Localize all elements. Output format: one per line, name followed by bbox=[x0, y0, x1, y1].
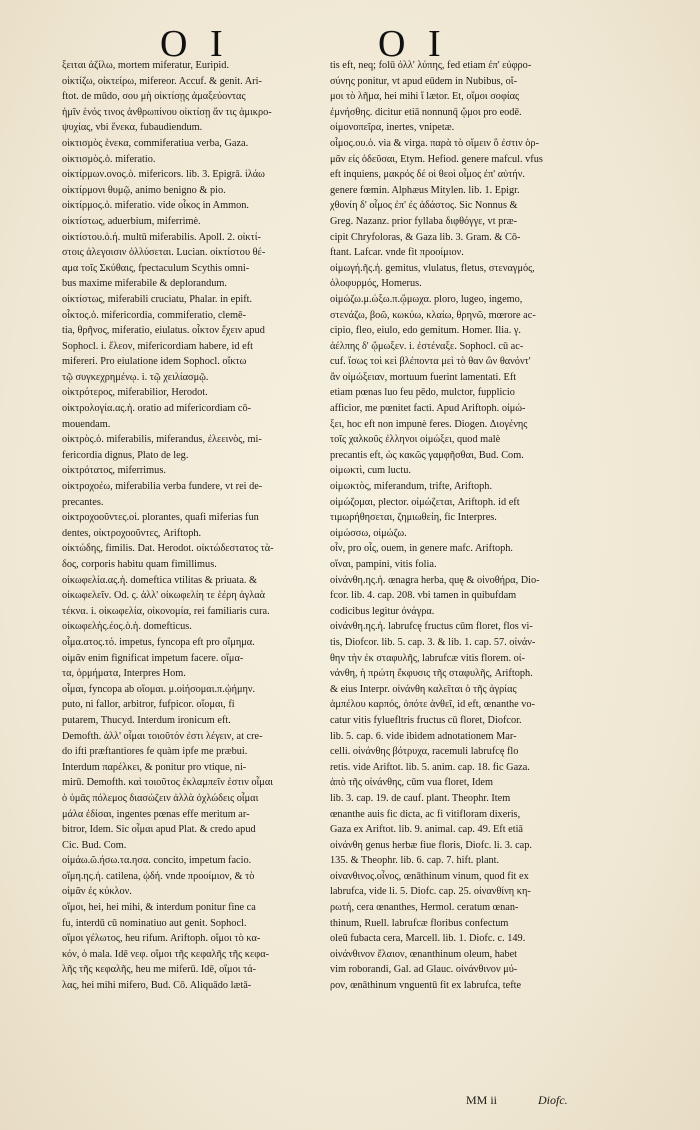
text-line: οἰμᾶν ἐς κύκλον. bbox=[62, 886, 132, 898]
text-line: οἰκτίρμων.ονος.ὁ. mifericors. lib. 3. Epigrā. ἱλάω bbox=[62, 169, 265, 181]
text-line: mouendam. bbox=[62, 418, 111, 430]
text-line: τα, ὁρμήματα, Interpres Hom. bbox=[62, 668, 186, 680]
text-line: οἰνάνθινον ἔλαιον, œnanthinum oleum, habet bbox=[330, 948, 518, 960]
text-line: ftot. de mūdo, σου μὴ οἰκτίσῃς ἀμαξεύοντας bbox=[62, 91, 246, 103]
text-line: retis. vide Ariftot. lib. 5. anim. cap. 18. fic Gaza. bbox=[330, 761, 530, 773]
text-line: οἰκτίστως, aduerbium, miferrimè. bbox=[62, 215, 201, 227]
text-line: χθονίη δ' οἶμος ἐπ' ἐς ἀδάστος. Sic Nonnus & bbox=[330, 200, 518, 212]
text-line: οἶμος.ου.ὁ. via & virga. παρὰ τὸ οἴμειν ὃ ἐστιν ὁρ- bbox=[330, 137, 539, 149]
text-line: bitror, Idem. Sic οἶμαι apud Plat. & credo apud bbox=[62, 824, 256, 836]
text-line: οἰκτισμὸς ἑνεκα, commiferatiua verba, Gaza. bbox=[62, 137, 249, 149]
text-line: ἀπὸ τῆς οἰνάνθης, cūm vua floret, Idem bbox=[330, 777, 494, 789]
text-line: œnanthe auis fic dicta, ac fi vitifloram dixeris, bbox=[330, 808, 521, 820]
text-line: οἶκτος.ὁ. mifericordia, commiferatio, clemē- bbox=[62, 309, 247, 321]
text-line: μάλα ἐδίσαι, ingentes pœnas effe meritum ar- bbox=[62, 808, 250, 820]
text-line: οἰμονοπεῖρα, inertes, vnipetæ. bbox=[330, 122, 455, 134]
left-column bbox=[62, 58, 310, 994]
text-line: ἀμπέλου καρπός, ὁπότε ἀνθεῖ, id eft, œnanthe vo- bbox=[330, 699, 535, 711]
text-line: οἰκτρότατος, miferrimus. bbox=[62, 465, 166, 477]
text-line: οἰνάνθη genus herbæ fiue floris, Diofc. li. 3. cap. bbox=[330, 839, 532, 851]
text-line: μᾶν εἰς ὁδεῦσαι, Etym. Hefiod. genere mafcul. vfus bbox=[330, 153, 543, 165]
text-line: οἰνάνθη.ης.ἡ. œnagra herba, quę & οἰνοθήρα, Dio- bbox=[330, 574, 540, 586]
text-line: οἰμᾶν enim fignificat impetum facere. οἴμα- bbox=[62, 652, 244, 664]
text-line: σύνης ponitur, vt apud eūdem in Nubibus, οἴ- bbox=[330, 75, 517, 87]
text-line: αμα τοῖς Σκύθαις, fpectaculum Scythis omni- bbox=[62, 262, 250, 274]
text-line: οἰκωφελεῖν. Od. ς. ἀλλ' οἰκωφελίη τε ἑέρη ἀγλαὰ bbox=[62, 590, 266, 602]
text-line: Greg. Nazanz. prior fyllaba διφθόγγε, vt præ- bbox=[330, 215, 517, 227]
text-line: οἴναι, pampini, vitis folia. bbox=[330, 559, 437, 570]
text-line: ψυχίας, vbi ἕνεκα, fubaudiendum. bbox=[62, 122, 203, 134]
text-line: Demofth. ἀλλ' οἶμαι τοιοῦτόν ἐστι λέγειν, at cre- bbox=[62, 730, 263, 742]
text-line: celli. οἰνάνθης βότρυχα, racemuli labrufcę flo bbox=[330, 746, 519, 758]
text-line: οἰκτίστου.ὁ.ή. multū miferabilis. Apoll. 2. οἰκτί- bbox=[62, 231, 261, 243]
right-column bbox=[330, 58, 578, 994]
text-line: ξει, hoc eft non impunè feres. Diogen. Διογένης bbox=[330, 418, 528, 430]
text-line: λας, hei mihi mifero, Bud. Cō. Aliquādo lætā- bbox=[62, 980, 252, 992]
text-line: οἴμοι γέλωτος, heu rifum. Ariftoph. οἴμοι τὸ κα- bbox=[62, 933, 261, 945]
text-line: etiam pœnas luo feu pēdo, mulctor, fupplicio bbox=[330, 387, 515, 399]
text-line: codicibus legitur ὀνάγρα. bbox=[330, 605, 435, 617]
text-line: οἰκτροχοέω, miferabilia verba fundere, vt rei de- bbox=[62, 481, 263, 493]
text-line: οἰμωγή.ῆς.ἡ. gemitus, vlulatus, fletus, στεναγμός, bbox=[330, 262, 535, 274]
text-line: cipit Chryfoloras, & Gaza lib. 3. Gram. & Cō- bbox=[330, 231, 521, 243]
text-line: Gaza ex Ariftot. lib. 9. animal. cap. 49. Eft etiā bbox=[330, 824, 524, 836]
text-line: ἐμνήσθης. dicitur etiā nonnunq̄ ᾤμοι pro eodē. bbox=[330, 106, 522, 118]
text-line: στενάζω, βοῶ, κωκύω, κλαίω, θρηνῶ, mœrore ac- bbox=[330, 309, 536, 321]
text-line: οἰκτίστως, miferabili cruciatu, Phalar. in epift. bbox=[62, 293, 253, 305]
text-line: genere fœmin. Alphæus Mitylen. lib. 1. Epigr. bbox=[330, 184, 520, 196]
text-line: ρον, œnāthinum vnguentū fit ex labrufca, tefte bbox=[330, 980, 522, 992]
text-line: ἀέλπης δ' ᾤμωξεν. i. ἐστέναξε. Sophocl. cū ac- bbox=[330, 340, 524, 352]
text-line: dentes, οἰκτροχοοῦντες, Ariftoph. bbox=[62, 527, 202, 539]
text-line: putarem, Thucyd. Interdum ironicum eft. bbox=[62, 714, 231, 726]
running-head-letter: O bbox=[378, 23, 412, 65]
text-line: οἰκτίρμονι θυμῷ, animo benigno & pio. bbox=[62, 184, 226, 196]
text-line: fcor. lib. 4. cap. 208. vbi tamen in quibufdam bbox=[330, 590, 517, 602]
text-line: λῆς τῆς κεφαλῆς, heu me miferū. Idē, οἴμοι τά- bbox=[62, 964, 257, 976]
text-line: cuf. ἴσως τοὶ κεὶ βλέποντα μεὶ τὸ θαν ὢν θανόντ' bbox=[330, 356, 531, 368]
text-line: οἴμη.ης.ἡ. catilena, ᾠδή. vnde προοίμιον, & τὸ bbox=[62, 870, 255, 882]
text-line: ftant. Lafcar. vnde fit προοίμιον. bbox=[330, 247, 464, 259]
catchword: Diofc. bbox=[538, 1093, 568, 1107]
text-line: afficior, me pœnitet facti. Apud Ariftoph. οἰμώ- bbox=[330, 403, 526, 415]
text-line: ἂν οἰμώξειαν, mortuum fuerint lamentati. Eft bbox=[330, 371, 517, 383]
text-line: θην τὴν ἐκ σταφυλῆς, labrufcæ vitis florem. οἰ- bbox=[330, 652, 525, 664]
text-line: οἰκτώδης, fimilis. Dat. Herodot. οἰκτώδεστατος τὰ- bbox=[62, 543, 274, 555]
text-line: οἰνανθινος.οἶνος, œnāthinum vinum, quod fit ex bbox=[330, 870, 529, 882]
text-line: ὁ ὑμᾶς πόλεμος διασώζειν ἀλλὰ ὀχλώδεις οἶμαι bbox=[62, 792, 259, 804]
text-line: οἰνάνθη.ης.ἡ. labrufcę fructus cūm floret, flos vi- bbox=[330, 621, 533, 633]
text-line: lib. 3. cap. 19. de cauf. plant. Theophr. Item bbox=[330, 792, 511, 804]
text-line: οἰκτρολογία.ας.ἡ. oratio ad mifericordiam cō- bbox=[62, 403, 252, 415]
text-line: οἰκτίζω, οἰκτείρω, mifereor. Accuf. & genit. Ari- bbox=[62, 75, 262, 87]
text-line: οἰμώζω.μ.ώξω.π.ᾤμωχα. ploro, lugeo, ingemo, bbox=[330, 293, 523, 305]
text-line: tis eft, neq; folū ὀλλ' λύπης, fed etiam ἐπ' εὐφρο- bbox=[330, 60, 532, 71]
text-line: οἰμωκτὸς, miferandum, trifte, Ariftoph. bbox=[330, 481, 493, 493]
text-line: mirū. Demofth. καὶ τοιοῦτος ἐκλαμπεῖν ἐστιν οἶμαι bbox=[62, 777, 273, 789]
text-line: οἴμοι, hei, hei mihi, & interdum ponitur fine ca bbox=[62, 902, 256, 914]
text-line: Interdum παρέλκει, & ponitur pro vtique, ni- bbox=[62, 761, 247, 773]
text-line: οἰκτρότερος, miferabilior, Herodot. bbox=[62, 387, 208, 399]
text-line: lib. 5. cap. 6. vide ibidem adnotationem Mar- bbox=[330, 730, 517, 742]
text-line: τέκνα. i. οἰκωφελία, οἰκονομία, rei familiaris cura. bbox=[62, 605, 270, 617]
text-line: τοῖς χαλκοῦς ἐλληνοι οἰμώξει, quod malè bbox=[330, 434, 501, 446]
text-line: μοι τὸ λῆμα, hei mihi ἵ lætor. Et, οἴμοι σοφίας bbox=[330, 91, 520, 103]
text-line: precantes. bbox=[62, 496, 104, 508]
text-line: οἰκωφελὴς.έος.ὁ.ἡ. domefticus. bbox=[62, 621, 192, 633]
text-line: οἰκωφελία.ας.ἡ. domeftica vtilitas & priuata. & bbox=[62, 574, 258, 586]
text-line: tia, θρῆνος, miferatio, eiulatus. οἶκτον ἔχειν apud bbox=[62, 325, 265, 337]
text-line: fu, interdū cū nominatiuo aut genit. Sophocl. bbox=[62, 917, 247, 929]
text-line: οἰκτισμὸς.ὁ. miferatio. bbox=[62, 153, 156, 165]
text-line: οἰμώζομαι, plector. οἰμώζεται, Ariftoph. id eft bbox=[330, 496, 520, 508]
running-head-letter: I bbox=[210, 23, 229, 65]
text-line: ρωτή, cera œnanthes, Hermol. ceratum œnan- bbox=[330, 902, 519, 914]
text-line: catur vitis fyluefltris fructus cū floret, Diofcor. bbox=[330, 714, 522, 726]
text-line: fericordia dignus, Plato de leg. bbox=[62, 449, 189, 461]
text-line: eft inquiens, μακρός δέ οἱ θεοὶ οἶμος ἐπ' αὐτήν. bbox=[330, 169, 525, 181]
text-line: τῷ συγκεχρημένῳ. i. τῷ χειλίασμῷ. bbox=[62, 371, 209, 383]
text-line: νάνθη, ἡ πρώτη ἔκφυσις τῆς σταφυλῆς, Ariftoph. bbox=[330, 668, 533, 680]
text-line: thinum, Ruell. labrufcæ floribus confectum bbox=[330, 917, 509, 929]
text-line: οἰκτίρμος.ὁ. miferatio. vide οἶκος in Ammon. bbox=[62, 200, 249, 212]
text-line: τιμωρήθησεται, ζημιωθείη, fic Interpres. bbox=[330, 512, 497, 524]
text-line: & eius Interpr. οἰνάνθη καλεῖται ὁ τῆς ἀγρίας bbox=[330, 683, 517, 695]
text-line: στοις ἀλεγοισιν ὀλλύσεται. Lucian. οἰκτίστου θέ- bbox=[62, 247, 266, 259]
text-line: οἶμαι, fyncopa ab οἴομαι. μ.οἰήσομαι.π.ᾠήμην. bbox=[62, 683, 256, 695]
text-line: οἶν, pro οἶς, ouem, in genere mafc. Ariftoph. bbox=[330, 543, 513, 555]
text-line: ξειται ἀζίλω, mortem miferatur, Euripid. bbox=[62, 60, 230, 71]
text-line: oleū fubacta cera, Marcell. lib. 1. Diofc. c. 149. bbox=[330, 933, 526, 945]
running-head bbox=[0, 22, 700, 65]
running-head-letter: O bbox=[160, 23, 194, 65]
text-line: ἡμῖν ἑνός τινος ἀνθρωπίνου οἰκτίσῃ ἄν τις ἀμικρο- bbox=[62, 106, 272, 118]
text-line: mifereri. Pro eiulatione idem Sophocl. οἴκτω bbox=[62, 356, 247, 368]
text-line: Sophocl. i. ἔλεον, mifericordiam habere, id eft bbox=[62, 340, 254, 352]
running-head-letter: I bbox=[428, 23, 447, 65]
text-line: do ifti præftantiores fe quàm ipfe me præbui. bbox=[62, 746, 248, 758]
signature-mark: MM ii bbox=[466, 1093, 498, 1107]
text-line: cipio, fleo, eiulo, edo gemitum. Homer. Ilia. γ. bbox=[330, 325, 521, 337]
text-line: Cic. Bud. Com. bbox=[62, 839, 127, 851]
text-line: κόν, ὁ mala. Idē νεφ. οἴμοι τῆς κεφαλῆς τῆς κεφα- bbox=[62, 948, 270, 960]
text-line: οἰμώσσω, οἰμώζω. bbox=[330, 527, 407, 539]
text-line: οἰμάω.ῶ.ήσω.τα.ησα. concito, impetum facio. bbox=[62, 855, 252, 867]
text-line: vim roborandi, Gal. ad Glauc. οἰνάνθινον μύ- bbox=[330, 964, 518, 976]
text-line: precantis eft, ὡς κακῶς γαμφῆσθαι, Bud. Com. bbox=[330, 449, 524, 461]
text-line: bus maxime miferabile & deplorandum. bbox=[62, 278, 227, 290]
text-line: οἰμωκτὶ, cum luctu. bbox=[330, 465, 411, 477]
text-line: οἶμα.ατος.τό. impetus, fyncopa eft pro οἴμημα. bbox=[62, 636, 255, 648]
text-line: οἰκτρὸς.ὁ. miferabilis, miferandus, ἐλεεινὸς, mi- bbox=[62, 434, 262, 446]
text-line: labrufca, vide li. 5. Diofc. cap. 25. οἰνανθίνη κη- bbox=[330, 886, 531, 898]
text-line: ὀλοφυρμός, Homerus. bbox=[330, 278, 422, 290]
text-line: tis, Diofcor. lib. 5. cap. 3. & lib. 1. cap. 57. οἰνάν- bbox=[330, 636, 536, 648]
text-line: οἰκτροχοοῦντες.οἱ. plorantes, quafi miferias fun bbox=[62, 512, 259, 524]
text-line: puto, ni fallor, arbitror, fufpicor. οἴομαι, fi bbox=[62, 699, 235, 711]
text-line: δος, corporis habitu quam fimillimus. bbox=[62, 559, 217, 570]
text-line: 135. & Theophr. lib. 6. cap. 7. hift. plant. bbox=[330, 855, 500, 867]
